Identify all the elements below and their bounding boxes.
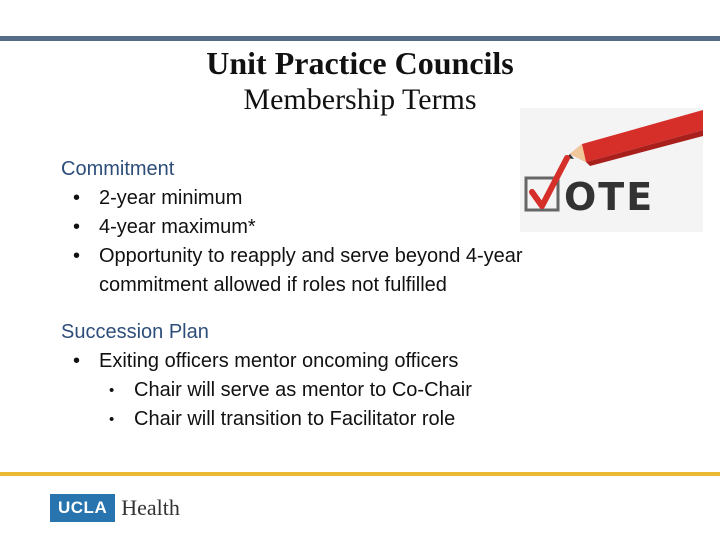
commitment-bullet: • Opportunity to reapply and serve beyond 4-year (61, 242, 641, 271)
succession-heading: Succession Plan (61, 321, 209, 343)
logo-ucla-box: UCLA (50, 494, 115, 522)
succession-bullet: • Exiting officers mentor oncoming officers (61, 347, 641, 376)
ucla-health-logo (50, 494, 180, 522)
succession-sub-bullet: • Chair will transition to Facilitator role (61, 405, 641, 434)
top-divider (0, 36, 720, 41)
bullet-icon: • (73, 216, 81, 238)
succession-sub-bullet: • Chair will serve as mentor to Co-Chair (61, 376, 641, 405)
bullet-icon: • (73, 350, 81, 372)
commitment-bullet: • 4-year maximum* (61, 213, 641, 242)
vote-text: OTE (564, 175, 655, 219)
title-line-1: Unit Practice Councils (206, 45, 514, 81)
commitment-bullet-continuation: commitment allowed if roles not fulfilled (99, 274, 447, 296)
bullet-icon: • (73, 245, 81, 267)
commitment-heading: Commitment (61, 158, 175, 180)
bottom-divider (0, 472, 720, 476)
slide-body (61, 155, 641, 434)
title-line-2: Membership Terms (243, 83, 477, 116)
commitment-bullet: • 2-year minimum (61, 184, 641, 213)
logo-health-text: Health (121, 495, 180, 520)
bullet-icon: • (73, 187, 81, 209)
slide-title (0, 44, 720, 118)
bullet-icon: • (109, 411, 115, 428)
bullet-icon: • (109, 382, 115, 399)
